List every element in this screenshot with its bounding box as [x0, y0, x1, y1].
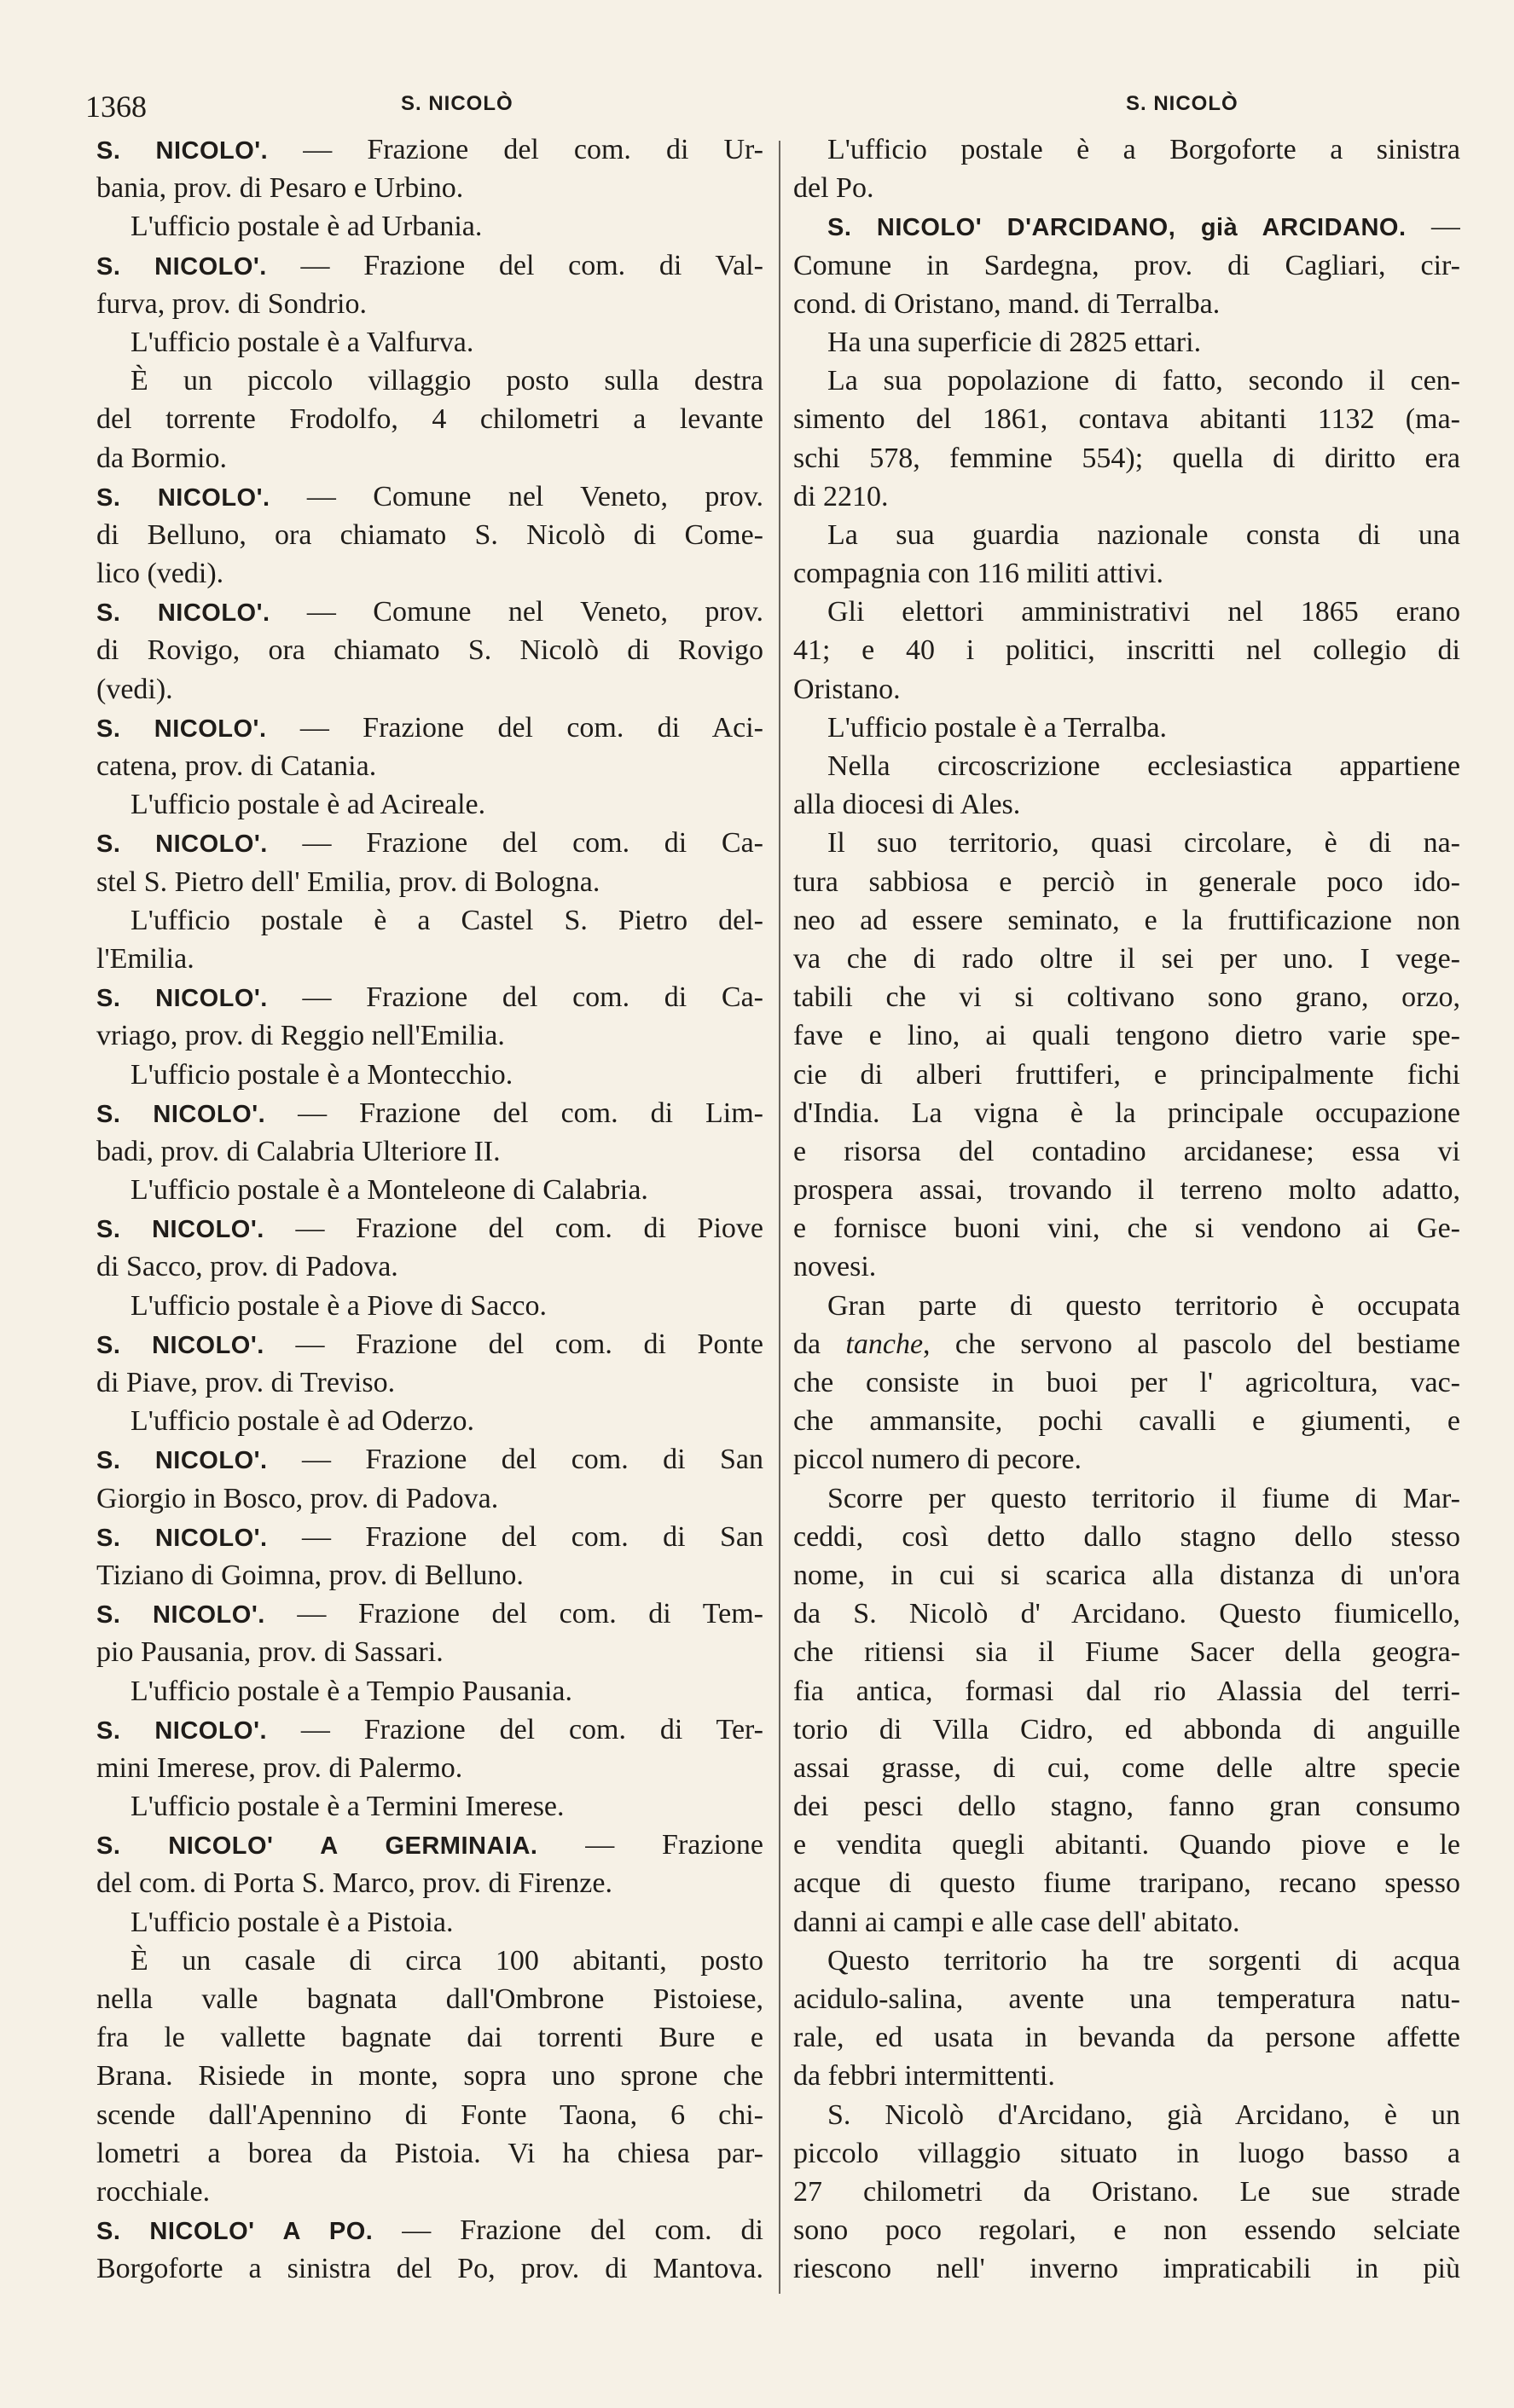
text-segment: l'Emilia. [96, 942, 194, 975]
text-segment: di Piave, prov. di Treviso. [96, 1367, 396, 1398]
text-segment: nella valle bagnata dall'Ombrone Pistoiese, [96, 1983, 763, 2015]
text-segment: L'ufficio postale è a Termini Imerese. [131, 1791, 565, 1823]
text-line [96, 478, 763, 516]
text-segment: pio Pausania, prov. di Sassari. [96, 1636, 444, 1669]
text-line [793, 978, 1460, 1016]
text-line [793, 824, 1460, 862]
text-line [96, 1787, 763, 1826]
text-line [96, 2096, 763, 2134]
right-column [793, 130, 1460, 2289]
text-segment: va che di rado oltre il sei per uno. I vege- [793, 942, 1460, 975]
text-line [793, 1132, 1460, 1171]
text-segment: piccolo villaggio situato in luogo basso a [793, 2137, 1460, 2169]
text-segment: fia antica, formasi dal rio Alassia del terri- [793, 1675, 1460, 1707]
left-column [96, 130, 763, 2289]
text-segment: L'ufficio postale è a Castel S. Pietro del- [131, 904, 763, 936]
text-line [96, 940, 763, 978]
text-segment: simento del 1861, contava abitanti 1132 (ma- [793, 403, 1460, 436]
text-line [96, 863, 763, 901]
text-segment: di 2210. [793, 480, 889, 512]
text-segment: di Rovigo, ora chiamato S. Nicolò di Rovigo [96, 634, 763, 667]
text-segment: danni ai campi e alle case dell' abitato. [793, 1906, 1240, 1938]
text-line [793, 1171, 1460, 1209]
text-line [96, 1864, 763, 1902]
text-line [96, 631, 763, 669]
text-segment: — Comune nel Veneto, prov. [270, 480, 763, 512]
text-line [96, 1479, 763, 1518]
text-line [96, 439, 763, 478]
text-segment: L'ufficio postale è a Montecchio. [131, 1058, 513, 1091]
text-segment: — Frazione del com. di Val- [266, 249, 763, 281]
text-line [793, 1749, 1460, 1787]
text-segment: nome, in cui si scarica alla distanza di un'ora [793, 1559, 1460, 1591]
text-segment: vriago, prov. di Reggio nell'Emilia. [96, 1020, 505, 1052]
text-line [793, 1942, 1460, 1980]
text-line [793, 554, 1460, 593]
text-line [96, 1440, 763, 1479]
entry-heading: S. NICOLO'. [96, 1216, 264, 1244]
text-segment: furva, prov. di Sondrio. [96, 287, 367, 320]
text-line [793, 901, 1460, 940]
text-line [793, 785, 1460, 824]
text-line [96, 1287, 763, 1325]
text-segment: e risorsa del contadino arcidanese; essa vi [793, 1135, 1460, 1167]
text-segment: d'India. La vigna è la principale occupazione [793, 1097, 1460, 1129]
text-line [793, 2249, 1460, 2288]
text-line [793, 863, 1460, 901]
text-line [96, 207, 763, 246]
text-line [96, 1132, 763, 1171]
entry-heading: S. NICOLO'. [96, 599, 270, 628]
text-segment: piccol numero di pecore. [793, 1444, 1082, 1476]
text-segment: Gran parte di questo territorio è occupata [827, 1289, 1460, 1322]
text-segment: Tiziano di Goimna, prov. di Belluno. [96, 1559, 524, 1591]
text-segment: Borgoforte a sinistra del Po, prov. di Mantova. [96, 2253, 763, 2285]
text-line [793, 1325, 1460, 1363]
text-line [96, 1556, 763, 1595]
text-segment: compagnia con 116 militi attivi. [793, 558, 1164, 590]
text-segment: lico (vedi). [96, 558, 224, 590]
text-line [793, 400, 1460, 438]
text-segment: — Frazione del com. di Aci- [266, 711, 763, 744]
text-segment: La sua popolazione di fatto, secondo il cen- [827, 365, 1460, 397]
text-line [96, 169, 763, 207]
text-segment: L'ufficio postale è a Monteleone di Calabria. [131, 1174, 648, 1207]
text-line [793, 1556, 1460, 1595]
text-line [793, 1056, 1460, 1094]
text-segment: del Po. [793, 172, 874, 205]
text-segment: novesi. [793, 1251, 877, 1283]
text-segment: L'ufficio postale è a Borgoforte a sinistra [827, 134, 1460, 165]
text-segment: tura sabbiosa e perciò in generale poco ido- [793, 865, 1460, 898]
running-title-right: S. NICOLÒ [1126, 92, 1238, 115]
text-line [96, 1363, 763, 1402]
text-segment: — [1406, 211, 1460, 243]
text-segment: — Frazione del com. di Tem- [264, 1598, 763, 1630]
text-line [96, 1325, 763, 1363]
entry-heading: S. NICOLO'. [96, 715, 267, 743]
entry-heading: S. NICOLO'. [96, 137, 269, 165]
text-line [96, 1710, 763, 1749]
text-line [793, 1710, 1460, 1749]
text-line [96, 2211, 763, 2249]
text-segment: acque di questo fiume traripano, recano spesso [793, 1867, 1460, 1900]
text-segment: Questo territorio ha tre sorgenti di acqua [827, 1944, 1460, 1977]
text-line [96, 1209, 763, 1247]
text-segment: Brana. Risiede in monte, sopra uno sprone che [96, 2060, 763, 2093]
text-segment: L'ufficio postale è a Piove di Sacco. [131, 1289, 547, 1322]
text-line [793, 2211, 1460, 2249]
text-segment: fra le vallette bagnate dai torrenti Bure e [96, 2022, 763, 2054]
text-segment: scende dall'Apennino di Fonte Taona, 6 chi- [96, 2098, 763, 2131]
running-title-left: S. NICOLÒ [401, 92, 513, 115]
text-segment: acidulo-salina, avente una temperatura natu- [793, 1983, 1460, 2015]
text-line [96, 747, 763, 785]
text-line [793, 1518, 1460, 1556]
text-line [793, 1903, 1460, 1942]
entry-heading: S. NICOLO'. [96, 1601, 265, 1629]
text-segment: assai grasse, di cui, come delle altre specie [793, 1751, 1460, 1784]
text-segment: da Bormio. [96, 442, 227, 474]
text-line [793, 2134, 1460, 2173]
text-segment: L'ufficio postale è ad Urbania. [131, 211, 483, 243]
text-segment: Scorre per questo territorio il fiume di Mar- [827, 1482, 1460, 1514]
text-segment: — Frazione del com. di Ter- [267, 1713, 763, 1745]
text-segment: — Frazione del com. di Lim- [265, 1097, 763, 1129]
text-line [793, 1864, 1460, 1902]
text-line [793, 1672, 1460, 1710]
entry-heading: S. NICOLO' D'ARCIDANO, già ARCIDANO. [827, 214, 1407, 242]
text-line [96, 670, 763, 709]
text-segment: La sua guardia nazionale consta di una [827, 518, 1460, 551]
text-line [96, 593, 763, 631]
text-segment: tabili che vi si coltivano sono grano, orzo, [793, 981, 1460, 1014]
text-line [96, 285, 763, 323]
text-segment: bania, prov. di Pesaro e Urbino. [96, 172, 464, 205]
text-segment: — Frazione del com. di Ponte [264, 1328, 763, 1360]
text-line [96, 2018, 763, 2057]
text-segment: da [793, 1328, 846, 1360]
text-segment: Comune in Sardegna, prov. di Cagliari, cir- [793, 249, 1460, 281]
text-segment: È un piccolo villaggio posto sulla destra [131, 365, 763, 397]
text-line [793, 1787, 1460, 1826]
text-line [96, 1672, 763, 1710]
text-line [793, 1016, 1460, 1055]
text-segment: di Belluno, ora chiamato S. Nicolò di Come- [96, 518, 763, 551]
text-line [793, 439, 1460, 478]
text-segment: Giorgio in Bosco, prov. di Padova. [96, 1482, 499, 1514]
text-line [96, 1980, 763, 2018]
text-segment: riescono nell' inverno impraticabili in più [793, 2253, 1460, 2285]
text-line [793, 516, 1460, 554]
text-segment: prospera assai, trovando il terreno molto adatto, [793, 1174, 1460, 1207]
text-line [96, 400, 763, 438]
text-segment: S. Nicolò d'Arcidano, già Arcidano, è un [827, 2098, 1460, 2131]
text-line [793, 169, 1460, 207]
text-line [793, 747, 1460, 785]
text-segment: del com. di Porta S. Marco, prov. di Firenze. [96, 1867, 612, 1900]
text-line [793, 478, 1460, 516]
text-line [793, 1980, 1460, 2018]
text-line [793, 2096, 1460, 2134]
text-segment: che ritiensi sia il Fiume Sacer della geogra- [793, 1636, 1460, 1669]
text-segment: e fornisce buoni vini, che si vendono ai Ge- [793, 1213, 1460, 1245]
italic-term: tanche [845, 1328, 924, 1360]
entry-heading: S. NICOLO'. [96, 1100, 266, 1128]
text-segment: sono poco regolari, e non essendo selciate [793, 2214, 1460, 2247]
text-segment: alla diocesi di Ales. [793, 789, 1021, 821]
text-line [96, 246, 763, 285]
text-segment: — Frazione del com. di Ur- [268, 134, 763, 165]
text-segment: stel S. Pietro dell' Emilia, prov. di Bologna. [96, 865, 600, 898]
text-line [793, 1402, 1460, 1440]
text-segment: schi 578, femmine 554); quella di diritto era [793, 442, 1460, 474]
entry-heading: S. NICOLO'. [96, 483, 270, 512]
text-segment: rocchiale. [96, 2175, 211, 2208]
text-line [96, 130, 763, 169]
text-line [96, 1016, 763, 1055]
text-segment: Nella circoscrizione ecclesiastica appartiene [827, 750, 1460, 782]
text-segment: da S. Nicolò d' Arcidano. Questo fiumicello, [793, 1598, 1460, 1630]
entry-heading: S. NICOLO'. [96, 1331, 264, 1359]
text-line [793, 1247, 1460, 1286]
text-line [96, 362, 763, 400]
text-line [793, 940, 1460, 978]
text-segment: dei pesci dello stagno, fanno gran consumo [793, 1791, 1460, 1823]
text-segment: L'ufficio postale è a Terralba. [827, 711, 1168, 744]
text-line [96, 709, 763, 747]
entry-heading: S. NICOLO'. [96, 831, 268, 859]
text-segment: e vendita quegli abitanti. Quando piove e le [793, 1829, 1460, 1861]
text-line [96, 2249, 763, 2288]
text-line [96, 1518, 763, 1556]
text-line [96, 2134, 763, 2173]
text-line [793, 2018, 1460, 2057]
entry-heading: S. NICOLO'. [96, 1447, 268, 1475]
text-line [96, 1749, 763, 1787]
entry-heading: S. NICOLO'. [96, 1716, 268, 1745]
text-segment: catena, prov. di Catania. [96, 750, 377, 782]
text-segment: (vedi). [96, 673, 173, 705]
text-line [96, 1633, 763, 1671]
text-segment: Oristano. [793, 673, 901, 705]
text-segment: L'ufficio postale è ad Oderzo. [131, 1405, 474, 1438]
text-line [793, 1595, 1460, 1633]
text-segment: cond. di Oristano, mand. di Terralba. [793, 287, 1221, 320]
text-line [96, 978, 763, 1016]
text-segment: cie di alberi fruttiferi, e principalmente fichi [793, 1058, 1460, 1091]
text-line [793, 362, 1460, 400]
text-line [793, 1363, 1460, 1402]
text-line [793, 1094, 1460, 1132]
entry-heading: S. NICOLO' A GERMINAIA. [96, 1832, 538, 1861]
text-segment: L'ufficio postale è ad Acireale. [131, 789, 486, 821]
text-line [96, 554, 763, 593]
text-segment: 27 chilometri da Oristano. Le sue strade [793, 2175, 1460, 2208]
text-line [96, 1094, 763, 1132]
text-line [793, 2057, 1460, 2095]
text-line [96, 1171, 763, 1209]
text-segment: È un casale di circa 100 abitanti, posto [131, 1944, 763, 1977]
text-segment: — Frazione del com. di San [267, 1444, 763, 1476]
text-line [96, 1942, 763, 1980]
text-line [96, 901, 763, 940]
text-segment: del torrente Frodolfo, 4 chilometri a levante [96, 403, 763, 436]
text-segment: — Frazione del com. di [373, 2214, 763, 2247]
text-line [96, 323, 763, 362]
text-line [793, 1209, 1460, 1247]
text-line [793, 709, 1460, 747]
text-line [793, 207, 1460, 246]
text-segment: — Frazione del com. di Ca- [267, 827, 763, 860]
text-line [96, 1595, 763, 1633]
text-line [793, 670, 1460, 709]
text-line [96, 2173, 763, 2211]
text-line [96, 785, 763, 824]
text-segment: lometri a borea da Pistoia. Vi ha chiesa par- [96, 2137, 763, 2169]
text-line [793, 285, 1460, 323]
text-segment: badi, prov. di Calabria Ulteriore II. [96, 1135, 501, 1167]
text-segment: — Frazione [537, 1829, 763, 1861]
text-segment: L'ufficio postale è a Pistoia. [131, 1906, 454, 1938]
text-segment: L'ufficio postale è a Valfurva. [131, 326, 474, 358]
text-segment: che consiste in buoi per l' agricoltura, vac- [793, 1367, 1460, 1398]
text-line [793, 1287, 1460, 1325]
text-line [793, 130, 1460, 169]
text-line [96, 516, 763, 554]
text-line [793, 631, 1460, 669]
entry-heading: S. NICOLO'. [96, 252, 267, 281]
text-segment: torio di Villa Cidro, ed abbonda di anguille [793, 1713, 1460, 1745]
text-segment: che ammansite, pochi cavalli e giumenti, e [793, 1405, 1460, 1438]
text-segment: Il suo territorio, quasi circolare, è di na- [827, 827, 1460, 860]
text-line [96, 1402, 763, 1440]
text-segment: — Frazione del com. di Piove [264, 1213, 763, 1245]
text-segment: — Frazione del com. di Ca- [267, 981, 763, 1014]
text-line [96, 2057, 763, 2095]
text-segment: di Sacco, prov. di Padova. [96, 1251, 398, 1283]
entry-heading: S. NICOLO' A PO. [96, 2218, 374, 2246]
text-segment: ceddi, così detto dallo stagno dello stesso [793, 1520, 1460, 1553]
text-line [793, 323, 1460, 362]
text-segment: mini Imerese, prov. di Palermo. [96, 1751, 463, 1784]
text-segment: — Frazione del com. di San [267, 1520, 763, 1553]
text-line [96, 824, 763, 862]
entry-heading: S. NICOLO'. [96, 1524, 268, 1552]
text-segment: , che servono al pascolo del bestiame [923, 1328, 1460, 1360]
text-segment: — Comune nel Veneto, prov. [270, 596, 763, 628]
text-line [96, 1903, 763, 1942]
text-segment: Gli elettori amministrativi nel 1865 erano [827, 596, 1460, 628]
text-segment: fave e lino, ai quali tengono dietro varie spe- [793, 1020, 1460, 1052]
text-segment: da febbri intermittenti. [793, 2060, 1055, 2093]
text-line [793, 1479, 1460, 1518]
text-line [793, 593, 1460, 631]
text-segment: rale, ed usata in bevanda da persone affette [793, 2022, 1460, 2054]
text-line [96, 1826, 763, 1864]
entry-heading: S. NICOLO'. [96, 985, 268, 1013]
text-line [96, 1056, 763, 1094]
text-line [793, 2173, 1460, 2211]
text-line [96, 1247, 763, 1286]
text-segment: Ha una superficie di 2825 ettari. [827, 326, 1202, 358]
page-number: 1368 [85, 90, 147, 124]
text-line [793, 1440, 1460, 1479]
text-segment: 41; e 40 i politici, inscritti nel collegio di [793, 634, 1460, 667]
column-divider [779, 141, 780, 2294]
text-segment: neo ad essere seminato, e la fruttificazione non [793, 904, 1460, 936]
text-line [793, 246, 1460, 285]
text-line [793, 1633, 1460, 1671]
text-segment: L'ufficio postale è a Tempio Pausania. [131, 1675, 573, 1707]
text-line [793, 1826, 1460, 1864]
